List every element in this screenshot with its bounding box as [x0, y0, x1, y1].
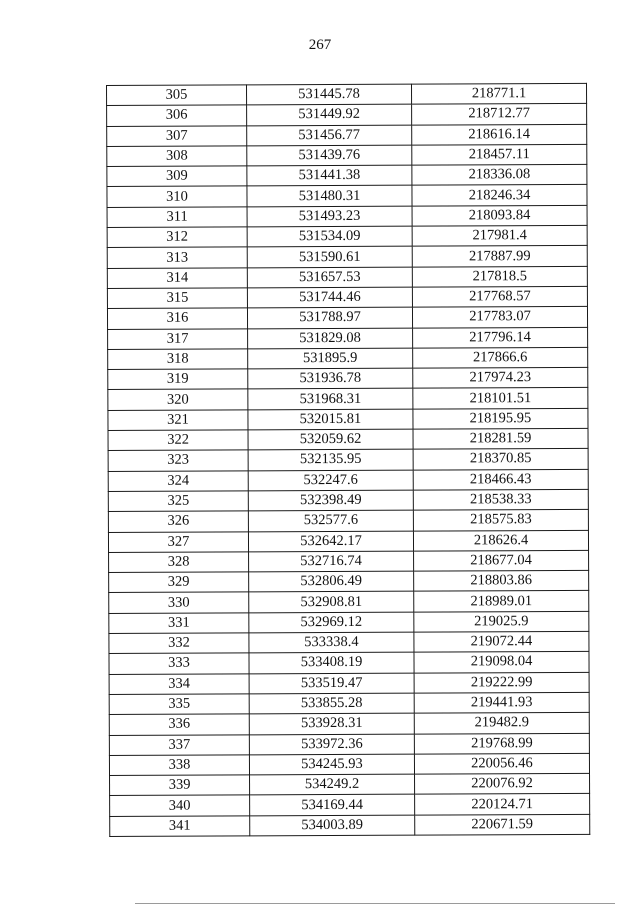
- x-coordinate-cell: 532716.74: [249, 551, 414, 572]
- point-number-cell: 315: [107, 288, 247, 309]
- point-number-cell: 325: [108, 491, 248, 512]
- point-number-cell: 328: [109, 552, 249, 573]
- x-coordinate-cell: 531968.31: [248, 389, 413, 410]
- x-coordinate-cell: 534169.44: [250, 795, 415, 816]
- y-coordinate-cell: 219222.99: [414, 672, 589, 693]
- x-coordinate-cell: 534003.89: [250, 815, 415, 836]
- y-coordinate-cell: 219098.04: [414, 652, 589, 673]
- y-coordinate-cell: 217866.6: [413, 347, 588, 368]
- point-number-cell: 333: [109, 653, 249, 674]
- table-row: [108, 347, 588, 369]
- table-row: [107, 205, 587, 227]
- y-coordinate-cell: 217783.07: [412, 307, 587, 328]
- x-coordinate-cell: 532908.81: [249, 592, 414, 613]
- table-row: [109, 733, 589, 755]
- table-row: [107, 165, 587, 187]
- table-row: [109, 611, 589, 633]
- point-number-cell: 332: [109, 633, 249, 654]
- x-coordinate-cell: 533408.19: [249, 652, 414, 673]
- point-number-cell: 324: [108, 471, 248, 492]
- x-coordinate-cell: 531534.09: [247, 226, 412, 247]
- point-number-cell: 312: [107, 227, 247, 248]
- table-row: [109, 571, 589, 593]
- y-coordinate-cell: 218677.04: [414, 550, 589, 571]
- y-coordinate-cell: 218803.86: [414, 571, 589, 592]
- point-number-cell: 322: [108, 430, 248, 451]
- x-coordinate-cell: 531657.53: [247, 267, 412, 288]
- y-coordinate-cell: 219482.9: [414, 713, 589, 734]
- table-row: [108, 408, 588, 430]
- y-coordinate-cell: 217768.57: [412, 286, 587, 307]
- point-number-cell: 330: [109, 592, 249, 613]
- coordinate-table: [106, 83, 590, 837]
- table-row: [108, 469, 588, 491]
- table-row: [109, 692, 589, 714]
- x-coordinate-cell: 531449.92: [247, 104, 412, 125]
- x-coordinate-cell: 531895.9: [248, 348, 413, 369]
- table-row: [110, 794, 590, 816]
- table-row: [107, 144, 587, 166]
- point-number-cell: 329: [109, 572, 249, 593]
- y-coordinate-cell: 218093.84: [412, 205, 587, 226]
- table-row: [107, 83, 587, 105]
- table-row: [107, 124, 587, 146]
- point-number-cell: 335: [109, 694, 249, 715]
- table-body: [107, 83, 590, 836]
- y-coordinate-cell: 218281.59: [413, 428, 588, 449]
- y-coordinate-cell: 220671.59: [415, 814, 590, 835]
- table-row: [109, 713, 589, 735]
- table-row: [109, 652, 589, 674]
- x-coordinate-cell: 533972.36: [249, 734, 414, 755]
- table-row: [108, 428, 588, 450]
- point-number-cell: 313: [107, 247, 247, 268]
- x-coordinate-cell: 531936.78: [248, 368, 413, 389]
- x-coordinate-cell: 531788.97: [247, 307, 412, 328]
- table-row: [108, 510, 588, 532]
- x-coordinate-cell: 532806.49: [249, 571, 414, 592]
- y-coordinate-cell: 218771.1: [411, 83, 586, 104]
- table-row: [109, 672, 589, 694]
- table-row: [109, 753, 589, 775]
- x-coordinate-cell: 532642.17: [248, 531, 413, 552]
- table-row: [107, 225, 587, 247]
- x-coordinate-cell: 532398.49: [248, 490, 413, 511]
- y-coordinate-cell: 217818.5: [412, 266, 587, 287]
- y-coordinate-cell: 219072.44: [414, 631, 589, 652]
- table-row: [108, 449, 588, 471]
- point-number-cell: 314: [107, 268, 247, 289]
- table-row: [110, 814, 590, 836]
- table-row: [107, 104, 587, 126]
- page-bottom-rule: [135, 903, 615, 904]
- point-number-cell: 331: [109, 613, 249, 634]
- point-number-cell: 320: [108, 389, 248, 410]
- point-number-cell: 336: [109, 714, 249, 735]
- point-number-cell: 323: [108, 450, 248, 471]
- y-coordinate-cell: 217796.14: [413, 327, 588, 348]
- y-coordinate-cell: 218457.11: [412, 144, 587, 165]
- y-coordinate-cell: 218616.14: [412, 124, 587, 145]
- x-coordinate-cell: 531590.61: [247, 247, 412, 268]
- table-row: [110, 773, 590, 795]
- x-coordinate-cell: 533855.28: [249, 693, 414, 714]
- table-row: [109, 591, 589, 613]
- point-number-cell: 337: [109, 734, 249, 755]
- table-row: [108, 489, 588, 511]
- y-coordinate-cell: 220124.71: [415, 794, 590, 815]
- y-coordinate-cell: 218712.77: [412, 104, 587, 125]
- x-coordinate-cell: 533519.47: [249, 673, 414, 694]
- table-row: [107, 307, 587, 329]
- y-coordinate-cell: 218466.43: [413, 469, 588, 490]
- x-coordinate-cell: 533928.31: [249, 713, 414, 734]
- point-number-cell: 339: [110, 775, 250, 796]
- y-coordinate-cell: 219768.99: [414, 733, 589, 754]
- point-number-cell: 316: [107, 308, 247, 329]
- x-coordinate-cell: 531480.31: [247, 186, 412, 207]
- x-coordinate-cell: 532969.12: [249, 612, 414, 633]
- table-row: [107, 266, 587, 288]
- y-coordinate-cell: 218101.51: [413, 388, 588, 409]
- table-row: [108, 388, 588, 410]
- point-number-cell: 307: [107, 125, 247, 146]
- point-number-cell: 326: [108, 511, 248, 532]
- point-number-cell: 338: [109, 755, 249, 776]
- y-coordinate-cell: 218246.34: [412, 185, 587, 206]
- point-number-cell: 327: [108, 531, 248, 552]
- x-coordinate-cell: 531493.23: [247, 206, 412, 227]
- point-number-cell: 308: [107, 146, 247, 167]
- y-coordinate-cell: 218336.08: [412, 165, 587, 186]
- y-coordinate-cell: 218575.83: [413, 510, 588, 531]
- y-coordinate-cell: 217887.99: [412, 246, 587, 267]
- point-number-cell: 306: [107, 105, 247, 126]
- x-coordinate-cell: 531744.46: [247, 287, 412, 308]
- table-row: [108, 327, 588, 349]
- point-number-cell: 309: [107, 166, 247, 187]
- table-row: [107, 246, 587, 268]
- x-coordinate-cell: 532577.6: [248, 510, 413, 531]
- x-coordinate-cell: 531439.76: [247, 145, 412, 166]
- point-number-cell: 334: [109, 673, 249, 694]
- x-coordinate-cell: 532247.6: [248, 470, 413, 491]
- x-coordinate-cell: 533338.4: [249, 632, 414, 653]
- x-coordinate-cell: 531445.78: [247, 84, 412, 105]
- x-coordinate-cell: 531829.08: [248, 328, 413, 349]
- table-row: [107, 286, 587, 308]
- y-coordinate-cell: 219025.9: [414, 611, 589, 632]
- x-coordinate-cell: 532135.95: [248, 450, 413, 471]
- y-coordinate-cell: 218195.95: [413, 408, 588, 429]
- x-coordinate-cell: 531441.38: [247, 165, 412, 186]
- page-number: 267: [308, 37, 332, 53]
- table-row: [109, 631, 589, 653]
- point-number-cell: 341: [110, 816, 250, 837]
- table-row: [108, 530, 588, 552]
- x-coordinate-cell: 534249.2: [250, 774, 415, 795]
- y-coordinate-cell: 220076.92: [415, 773, 590, 794]
- table-row: [109, 550, 589, 572]
- point-number-cell: 310: [107, 186, 247, 207]
- x-coordinate-cell: 532015.81: [248, 409, 413, 430]
- point-number-cell: 311: [107, 207, 247, 228]
- y-coordinate-cell: 218370.85: [413, 449, 588, 470]
- table-row: [108, 368, 588, 390]
- x-coordinate-cell: 531456.77: [247, 125, 412, 146]
- x-coordinate-cell: 532059.62: [248, 429, 413, 450]
- point-number-cell: 318: [108, 349, 248, 370]
- y-coordinate-cell: 218538.33: [413, 489, 588, 510]
- point-number-cell: 340: [110, 795, 250, 816]
- y-coordinate-cell: 217981.4: [412, 225, 587, 246]
- y-coordinate-cell: 218626.4: [413, 530, 588, 551]
- table-row: [107, 185, 587, 207]
- y-coordinate-cell: 218989.01: [414, 591, 589, 612]
- y-coordinate-cell: 217974.23: [413, 368, 588, 389]
- point-number-cell: 317: [108, 328, 248, 349]
- x-coordinate-cell: 534245.93: [249, 754, 414, 775]
- point-number-cell: 305: [107, 85, 247, 106]
- y-coordinate-cell: 219441.93: [414, 692, 589, 713]
- y-coordinate-cell: 220056.46: [414, 753, 589, 774]
- point-number-cell: 321: [108, 410, 248, 431]
- point-number-cell: 319: [108, 369, 248, 390]
